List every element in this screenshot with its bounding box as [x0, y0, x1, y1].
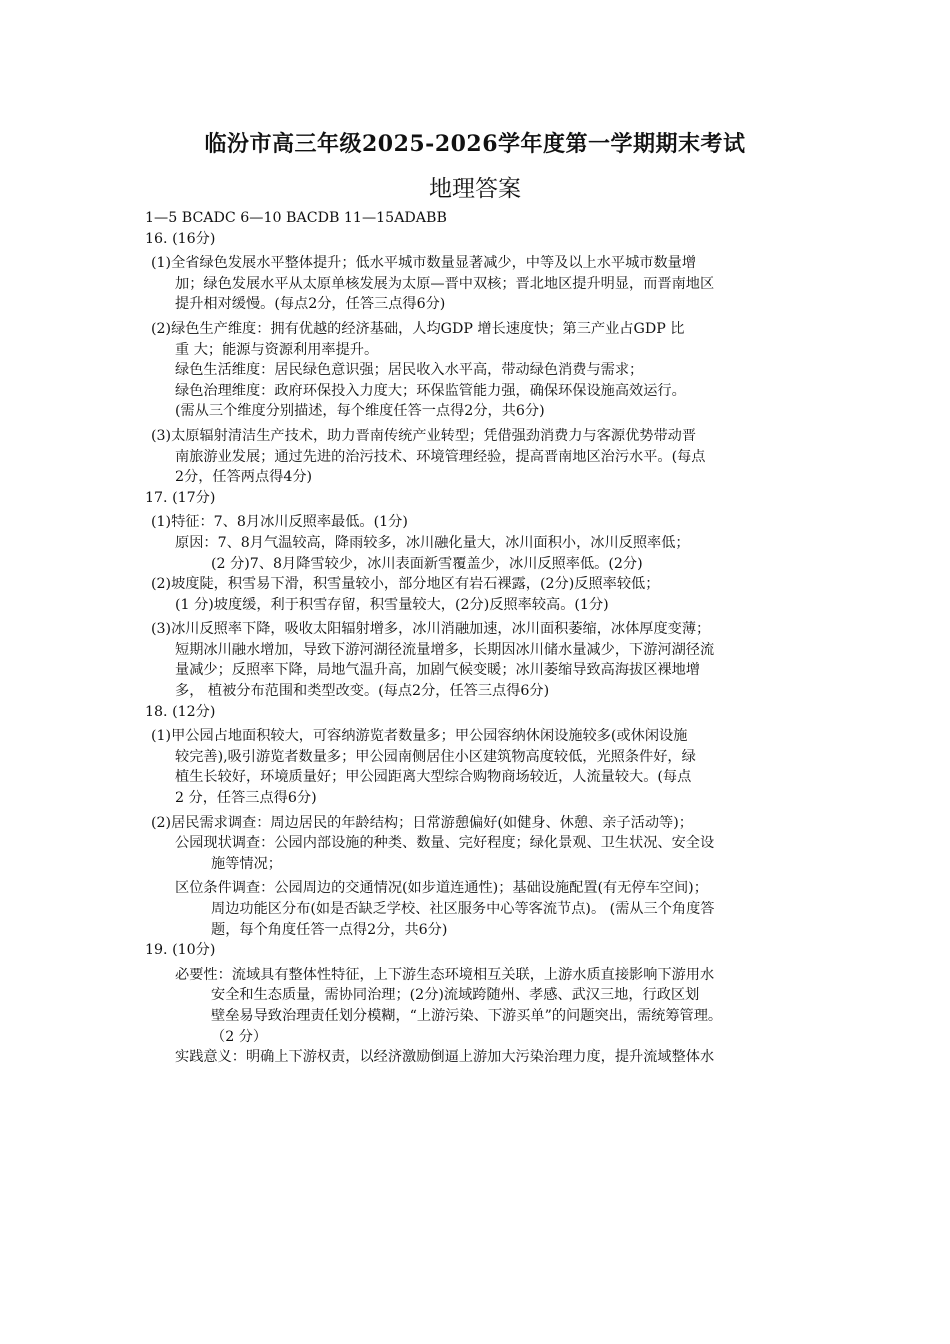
- answer-line: （2 分）: [211, 1028, 268, 1045]
- answer-line: 17. (17分): [145, 489, 216, 506]
- answer-line: 实践意义：明确上下游权责，以经济激励倒逼上游加大污染治理力度，提升流域整体水: [175, 1049, 715, 1066]
- answer-line: (2)坡度陡，积雪易下滑，积雪量较小，部分地区有岩石裸露，(2分)反照率较低；: [151, 576, 660, 593]
- answer-line: 绿色生活维度：居民绿色意识强；居民收入水平高，带动绿色消费与需求；: [175, 362, 644, 379]
- answer-line: 较完善),吸引游览者数量多；甲公园南侧居住小区建筑物高度较低，光照条件好，绿: [175, 748, 696, 765]
- answer-line: 提升相对缓慢。(每点2分，任答三点得6分): [175, 296, 446, 313]
- answer-line: 1—5 BCADC 6—10 BACDB 11—15ADABB: [145, 210, 447, 226]
- answer-line: 必要性：流域具有整体性特征，上下游生态环境相互关联，上游水质直接影响下游用水: [175, 966, 715, 983]
- answer-line: 加；绿色发展水平从太原单核发展为太原—晋中双核；晋北地区提升明显，而晋南地区: [175, 275, 715, 292]
- answer-line: 壁垒易导致治理责任划分模糊，“上游污染、下游买单”的问题突出，需统筹管理。: [211, 1007, 723, 1024]
- answer-line: 18. (12分): [145, 703, 216, 720]
- answer-line: (2)绿色生产维度：拥有优越的经济基础，人均GDP 增长速度快；第三产业占GDP 比: [151, 320, 685, 337]
- answer-line: 多， 植被分布范围和类型改变。(每点2分，任答三点得6分): [175, 683, 550, 700]
- answer-line: (1)特征：7、8月冰川反照率最低。(1分): [151, 514, 408, 531]
- answer-line: 植生长较好，环境质量好；甲公园距离大型综合购物商场较近，人流量较大。(每点: [175, 769, 692, 786]
- answer-line: (1)甲公园占地面积较大，可容纳游览者数量多；甲公园容纳休闲设施较多(或休闲设施: [151, 728, 688, 745]
- page-subtitle: 地理答案: [429, 176, 521, 202]
- answer-content: [145, 208, 815, 1068]
- answer-line: (3)太原辐射清洁生产技术，助力晋南传统产业转型；凭借强劲消费力与客源优势带动晋: [151, 427, 697, 444]
- answer-line: 绿色治理维度：政府环保投入力度大；环保监管能力强，确保环保设施高效运行。: [175, 382, 686, 399]
- answer-line: 题，每个角度任答一点得2分，共6分): [211, 921, 448, 938]
- answer-line: 短期冰川融水增加，导致下游河湖径流量增多，长期因冰川储水量减少，下游河湖径流: [175, 641, 715, 658]
- answer-line: (需从三个维度分别描述，每个维度任答一点得2分，共6分): [175, 403, 545, 420]
- answer-line: 重 大；能源与资源利用率提升。: [175, 341, 379, 358]
- answer-line: (1 分)坡度缓，利于积雪存留，积雪量较大，(2分)反照率较高。(1分): [175, 596, 609, 613]
- answer-line: (2)居民需求调查：周边居民的年龄结构；日常游憩偏好(如健身、休憩、亲子活动等)；: [151, 814, 693, 831]
- answer-line: 2分，任答两点得4分): [175, 469, 313, 486]
- answer-line: (2 分)7、8月降雪较少，冰川表面新雪覆盖少，冰川反照率低。(2分): [211, 555, 643, 572]
- answer-line: 南旅游业发展；通过先进的治污技术、环境管理经验，提高晋南地区治污水平。(每点: [175, 448, 706, 465]
- answer-line: 2 分，任答三点得6分): [175, 790, 317, 807]
- page-title: 临汾市高三年级2025-2026学年度第一学期期末考试: [204, 131, 746, 157]
- answer-line: 区位条件调查：公园周边的交通情况(如步道连通性)；基础设施配置(有无停车空间)；: [175, 880, 708, 897]
- answer-line: 安全和生态质量，需协同治理；(2分)流域跨随州、孝感、武汉三地，行政区划: [211, 987, 700, 1004]
- answer-line: 原因：7、8月气温较高，降雨较多，冰川融化量大，冰川面积小，冰川反照率低；: [175, 534, 690, 551]
- answer-line: 公园现状调查：公园内部设施的种类、数量、完好程度；绿化景观、卫生状况、安全设: [175, 835, 715, 852]
- answer-line: 施等情况；: [211, 855, 282, 872]
- answer-line: 16. (16分): [145, 230, 216, 247]
- answer-line: 周边功能区分布(如是否缺乏学校、社区服务中心等客流节点)。 (需从三个角度答: [211, 901, 715, 917]
- answer-line: (3)冰川反照率下降，吸收太阳辐射增多，冰川消融加速，冰川面积萎缩，冰体厚度变薄；: [151, 621, 711, 638]
- answer-line: 量减少；反照率下降，局地气温升高，加剧气候变暖；冰川萎缩导致高海拔区裸地增: [175, 662, 700, 679]
- answer-line: 19. (10分): [145, 942, 216, 959]
- answer-line: (1)全省绿色发展水平整体提升；低水平城市数量显著减少，中等及以上水平城市数量增: [151, 255, 697, 272]
